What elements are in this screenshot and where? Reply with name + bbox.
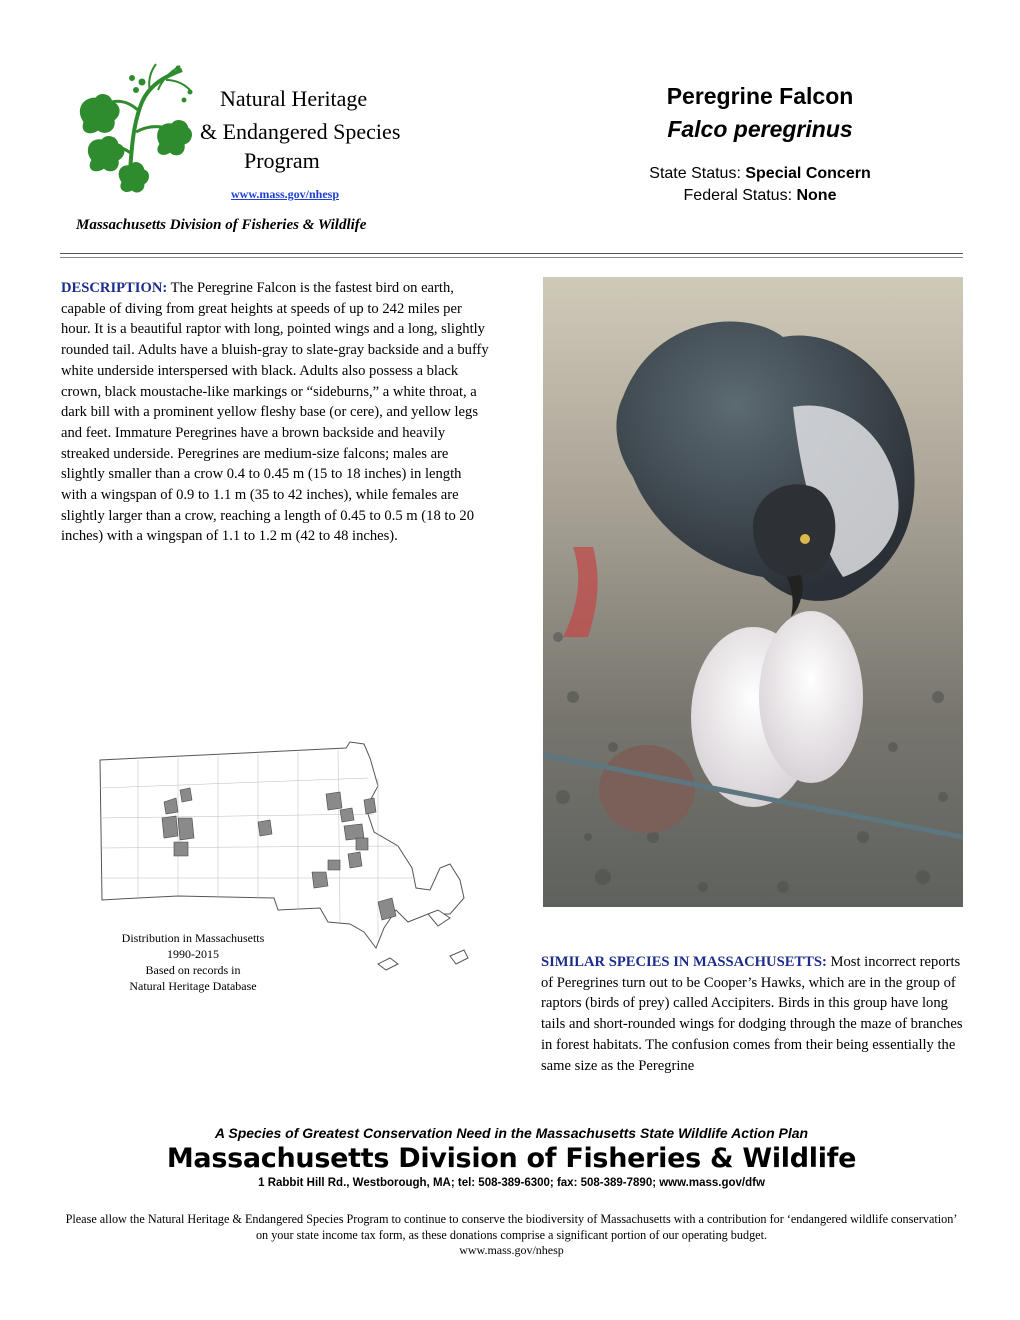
- state-status-label: State Status:: [649, 165, 746, 182]
- description-label: DESCRIPTION:: [61, 280, 168, 296]
- division-address: 1 Rabbit Hill Rd., Westborough, MA; tel: 508-389-6300; fax: 508-389-7890; www.mass.gov/dfw: [258, 1177, 765, 1189]
- footer-nhesp-url[interactable]: www.mass.gov/nhesp: [459, 1243, 564, 1257]
- description-section: [61, 278, 489, 547]
- description-text: The Peregrine Falcon is the fastest bird on earth, capable of diving from great heights at speeds of up to 242 miles per hour. It is a beautiful raptor with long, pointed wings and a long, slightly rounded tail. Adults have a bluish-gray to slate-gray backside and a buffy white underside interspersed with black. Adults also possess a black crown, black moustache-like markings or “sideburns,” a white throat, a dark bill with a prominent yellow fleshy base (or cere), and yellow legs and feet. Immature Peregrines have a brown backside and heavily streaked underside. Peregrines are medium-size falcons; males are slightly smaller than a crow 0.4 to 0.45 m (15 to 18 inches) in length with a wingspan of 0.9 to 1.1 m (35 to 42 inches), while females are slightly larger than a crow, reaching a length of 0.45 to 0.5 m (18 to 20 inches) with a wingspan of 1.1 to 1.2 m (42 to 48 inches).: [61, 280, 489, 545]
- state-status-value: Special Concern: [745, 165, 871, 182]
- federal-status-value: None: [796, 187, 837, 204]
- org-name-line2: & Endangered Species: [200, 119, 401, 144]
- header-divider-secondary: [60, 257, 963, 258]
- peregrine-falcon-photo: [543, 277, 963, 907]
- donation-appeal: Please allow the Natural Heritage & Endangered Species Program to continue to conserve the biodiversity of Massachusetts with a contribution for ‘endangered wildlife conservation’ on your state income tax form, as these donations comprise a significant portion of our operating budget.: [65, 1212, 958, 1242]
- division-tagline: Massachusetts Division of Fisheries & Wildlife: [76, 217, 367, 233]
- similar-species-label: SIMILAR SPECIES IN MASSACHUSETTS:: [541, 954, 827, 970]
- division-banner: Massachusetts Division of Fisheries & Wildlife: [166, 1143, 857, 1174]
- similar-species-section: [541, 952, 965, 1076]
- map-caption-title: Distribution in Massachusetts: [121, 931, 265, 945]
- state-status: [610, 165, 910, 183]
- sgcn-statement: A Species of Greatest Conservation Need in the Massachusetts State Wildlife Action Plan: [214, 1125, 809, 1141]
- map-caption-source-line1: Based on records in: [145, 963, 241, 977]
- similar-species-text: Most incorrect reports of Peregrines turn out to be Cooper’s Hawks, which are in the group of raptors (birds of prey) called Accipiters. Birds in this group have long tails and short-rounded wings for dodging through the maze of branches in forest habitats. The confusion comes from their being essentially the same size as the Peregrine: [541, 954, 963, 1074]
- header-divider: [60, 253, 963, 254]
- species-scientific-name: Falco peregrinus: [667, 116, 853, 142]
- map-caption-years: 1990-2015: [167, 947, 219, 961]
- federal-status-label: Federal Status:: [683, 187, 797, 204]
- map-caption-source-line2: Natural Heritage Database: [129, 979, 257, 993]
- nhesp-logo: [70, 62, 195, 197]
- federal-status: [610, 187, 910, 205]
- nhesp-website-link[interactable]: www.mass.gov/nhesp: [231, 187, 340, 201]
- org-name-line3: Program: [244, 148, 320, 173]
- species-common-name: Peregrine Falcon: [666, 83, 854, 109]
- org-name-line1: Natural Heritage: [220, 86, 368, 111]
